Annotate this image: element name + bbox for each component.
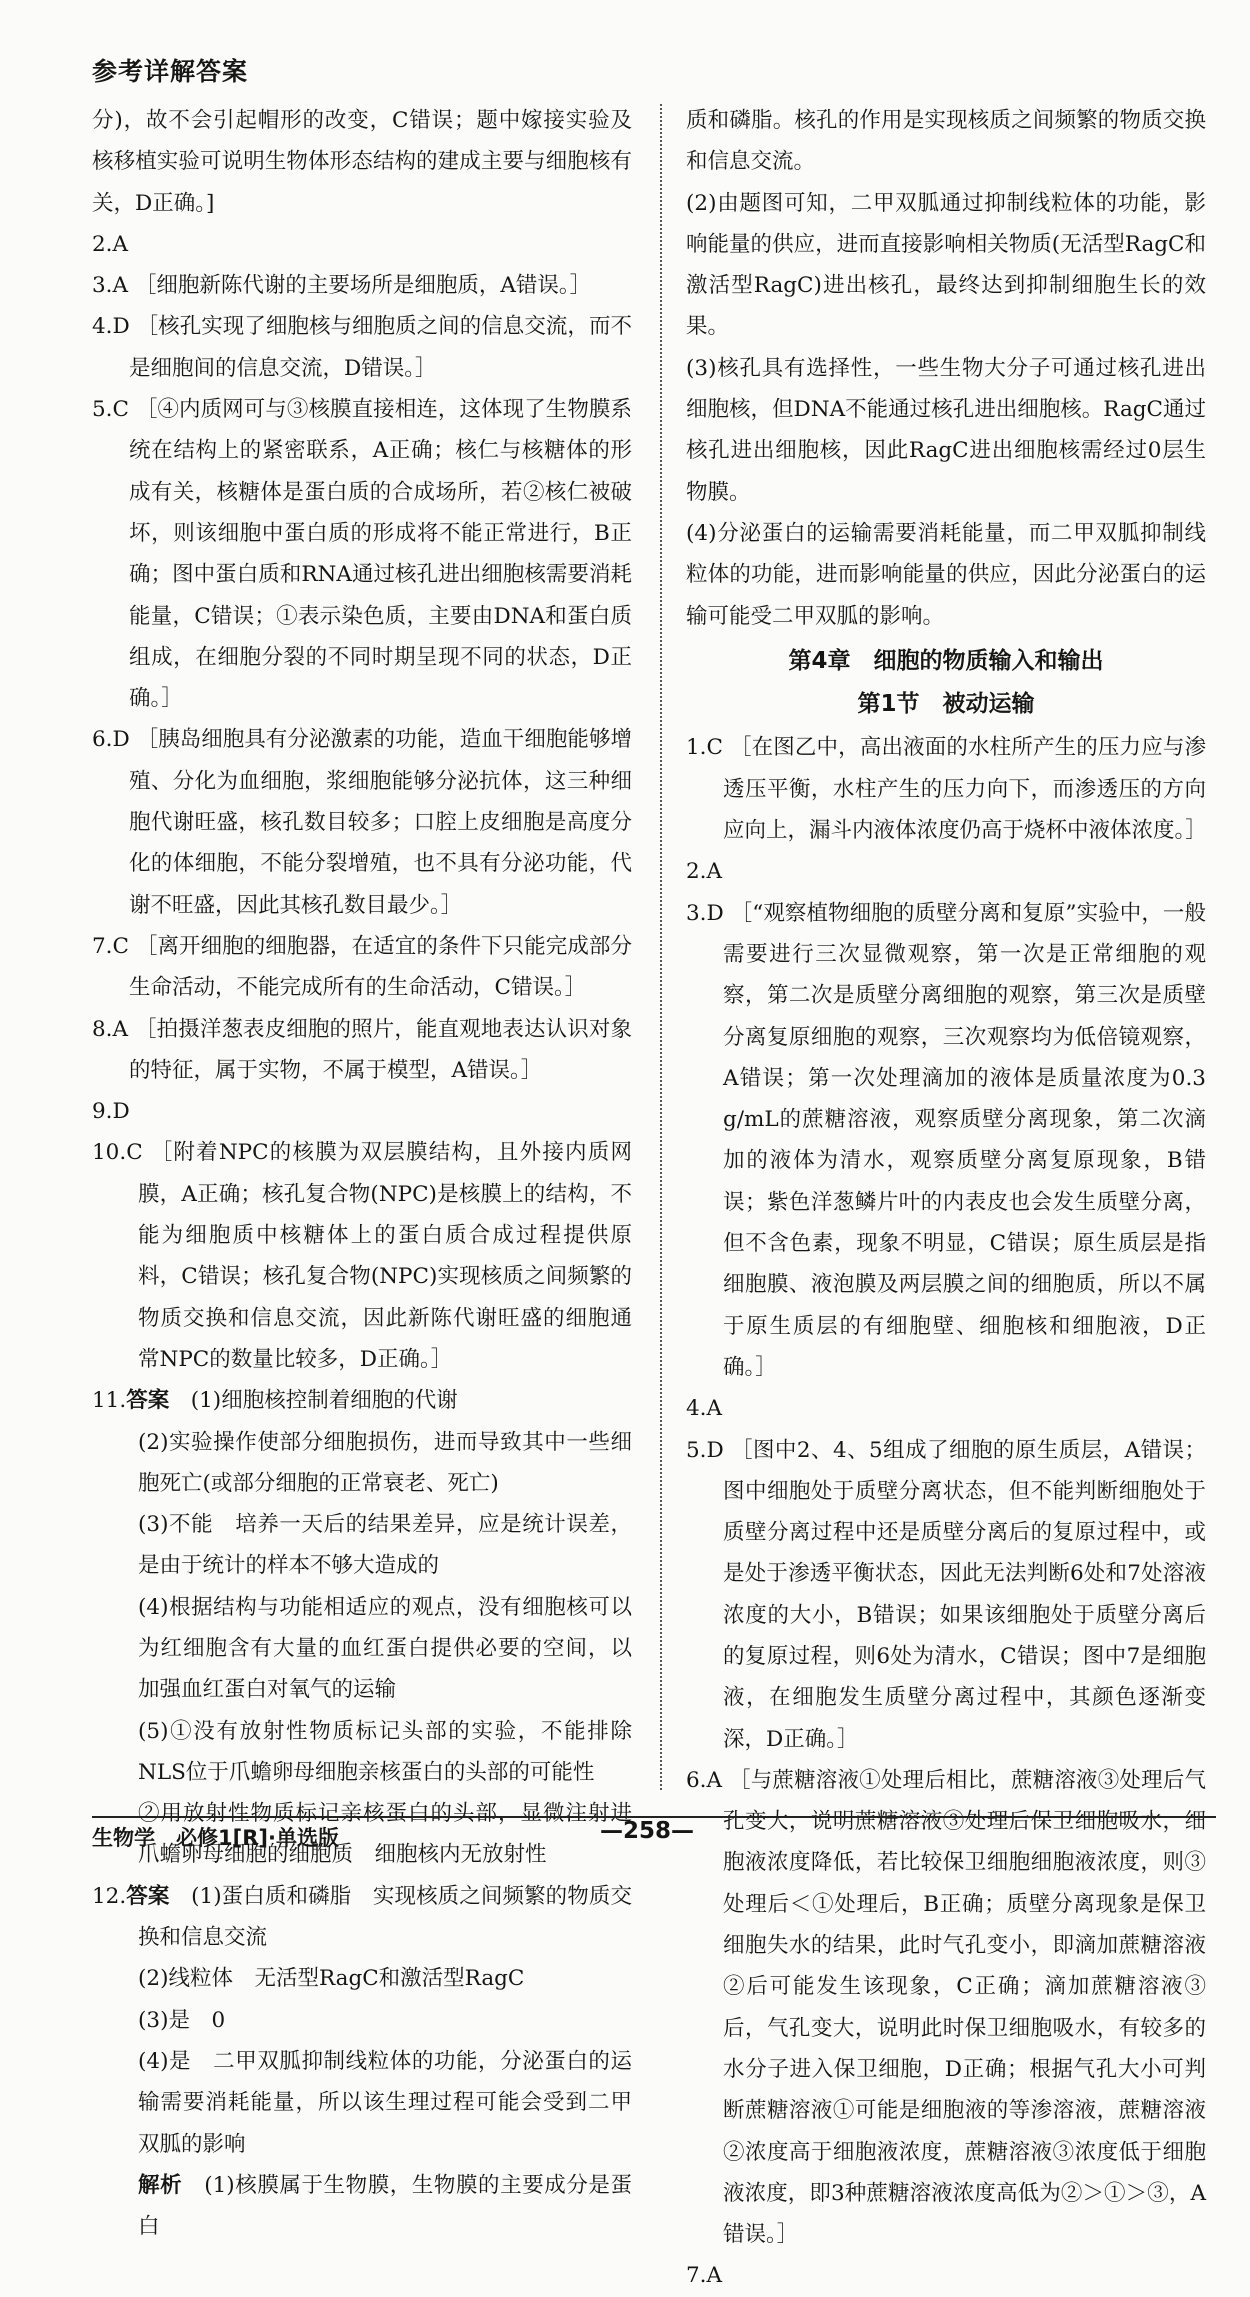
analysis-part-3: (3)核孔具有选择性，一些生物大分子可通过核孔进出细胞核，但DNA不能通过核孔进出细胞核。RagC通过核孔进出细胞核，因此RagC进出细胞核需经过0层生物膜。 <box>686 355 1206 505</box>
section-answer-4: 4.A <box>686 1396 723 1422</box>
answer-9: 9.D <box>92 1099 130 1125</box>
answer-12-part-4: (4)是 二甲双胍抑制线粒体的功能，分泌蛋白的运输需要消耗能量，所以该生理过程可能会受到二甲双胍的影响 <box>138 2048 632 2157</box>
answer-11-first-line <box>92 1380 632 1421</box>
answer-11-part-5: (5)①没有放射性物质标记头部的实验，不能排除NLS位于爪蟾卵母细胞亲核蛋白的头部的可能性 <box>138 1718 632 1785</box>
answer-8: 8.A ［拍摄洋葱表皮细胞的照片，能直观地表达认识对象的特征，属于实物，不属于模型，A错误。］ <box>92 1016 632 1083</box>
answer-11-part-5b: ②用放射性物质标记亲核蛋白的头部，显微注射进爪蟾卵母细胞的细胞质 细胞核内无放射性 <box>138 1801 632 1868</box>
answer-11-number: 11. <box>92 1388 127 1414</box>
section-answer-6: 6.A ［与蔗糖溶液①处理后相比，蔗糖溶液③处理后气孔变大，说明蔗糖溶液③处理后保卫细胞吸水，细胞液浓度降低，若比较保卫细胞细胞液浓度，则③处理后＜①处理后，B正确；质壁分离现象是保卫细胞失水的结果，此时气孔变小，即滴加蔗糖溶液②后可能发生该现象，C正确；滴加蔗糖溶液③后，气孔变大，说明此时保卫细胞吸水，有较多的水分子进入保卫细胞，D正确；根据气孔大小可判断蔗糖溶液①可能是细胞液的等渗溶液，蔗糖溶液②浓度高于细胞液浓度，蔗糖溶液③浓度低于细胞液浓度，即3种蔗糖溶液浓度高低为②＞①＞③，A错误。］ <box>686 1767 1206 2248</box>
answer-3: 3.A ［细胞新陈代谢的主要场所是细胞质，A错误。］ <box>92 273 592 299</box>
answer-12-part-1: (1)蛋白质和磷脂 实现核质之间频繁的物质交换和信息交流 <box>138 1883 632 1951</box>
answer-6: 6.D ［胰岛细胞具有分泌激素的功能，造血干细胞能够增殖、分化为血细胞，浆细胞能够分泌抗体，这三种细胞代谢旺盛，核孔数目较多；口腔上皮细胞是高度分化的体细胞，不能分裂增殖，也不具有分泌功能，代谢不旺盛，因此其核孔数目最少。］ <box>92 727 632 918</box>
analysis-continuation: 质和磷脂。核孔的作用是实现核质之间频繁的物质交换和信息交流。 <box>686 108 1206 175</box>
analysis-text: (1)核膜属于生物膜，生物膜的主要成分是蛋白 <box>138 2172 632 2240</box>
page-header-title: 参考详解答案 <box>92 57 249 86</box>
answer-12-analysis <box>92 2165 632 2248</box>
section-answer-5: 5.D ［图中2、4、5组成了细胞的原生质层，A错误；图中细胞处于质壁分离状态，但不能判断细胞处于质壁分离过程中还是质壁分离后的复原过程中，或是处于渗透平衡状态，因此无法判断6处和7处溶液浓度的大小，B错误；如果该细胞处于质壁分离后的复原过程，则6处为清水，C错误；图中7是细胞液，在细胞发生质壁分离过程中，其颜色逐渐变深，D正确。］ <box>686 1437 1206 1752</box>
answer-12 <box>92 1876 632 2248</box>
section-answer-7: 7.A <box>686 2263 723 2289</box>
column-divider <box>660 104 662 1790</box>
answer-11-part-1: (1)细胞核控制着细胞的代谢 <box>190 1388 458 1414</box>
answer-12-part-3: (3)是 0 <box>138 2007 226 2033</box>
answer-11 <box>92 1380 632 1876</box>
right-column <box>686 100 1206 2297</box>
analysis-part-4: (4)分泌蛋白的运输需要消耗能量，而二甲双胍抑制线粒体的功能，进而影响能量的供应，因此分泌蛋白的运输可能受二甲双胍的影响。 <box>686 520 1206 629</box>
answer-11-part-4: (4)根据结构与功能相适应的观点，没有细胞核可以为红细胞含有大量的血红蛋白提供必要的空间，以加强血红蛋白对氧气的运输 <box>138 1594 632 1703</box>
section-answer-3: 3.D ［“观察植物细胞的质壁分离和复原”实验中，一般需要进行三次显微观察，第一次是正常细胞的观察，第二次是质壁分离细胞的观察，第三次是质壁分离复原细胞的观察，三次观察均为低倍镜观察，A错误；第一次处理滴加的液体是质量浓度为0.3 g/mL的蔗糖溶液，观察质壁分离现象，第二次滴加的液体为清水，观察质壁分离复原现象，B错误；紫色洋葱鳞片叶的内表皮也会发生质壁分离，但不含色素，现象不明显，C错误；原生质层是指细胞膜、液泡膜及两层膜之间的细胞质，所以不属于原生质层的有细胞壁、细胞核和细胞液，D正确。］ <box>686 900 1206 1380</box>
chapter-heading: 第4章 细胞的物质输入和输出 <box>788 647 1104 674</box>
section-heading: 第1节 被动运输 <box>857 691 1035 718</box>
answer-11-part-2: (2)实验操作使部分细胞损伤，进而导致其中一些细胞死亡(或部分细胞的正常衰老、死亡) <box>138 1429 632 1496</box>
answer-12-first-line <box>92 1876 632 1959</box>
left-column <box>92 100 632 2247</box>
page-number: —258— <box>600 1818 695 1844</box>
answer-11-label: 答案 <box>126 1388 170 1414</box>
footer-subject: 生物学 必修1[R]·单选版 <box>92 1826 339 1850</box>
answer-12-number: 12. <box>92 1883 127 1909</box>
answer-continuation: 分)，故不会引起帽形的改变，C错误；题中嫁接实验及核移植实验可说明生物体形态结构的建成主要与细胞核有关，D正确。] <box>92 108 632 216</box>
answer-12-part-2: (2)线粒体 无活型RagC和激活型RagC <box>138 1966 525 1992</box>
answer-12-label: 答案 <box>126 1883 170 1909</box>
answer-7: 7.C ［离开细胞的细胞器，在适宜的条件下只能完成部分生命活动，不能完成所有的生命活动，C错误。］ <box>92 933 632 1001</box>
answer-10: 10.C ［附着NPC的核膜为双层膜结构，且外接内质网膜，A正确；核孔复合物(NPC)是核膜上的结构，不能为细胞质中核糖体上的蛋白质合成过程提供原料，C错误；核孔复合物(NPC)实现核质之间频繁的物质交换和信息交流，因此新陈代谢旺盛的细胞通常NPC的数量比较多，D正确。］ <box>92 1140 632 1372</box>
answer-4: 4.D ［核孔实现了细胞核与细胞质之间的信息交流，而不是细胞间的信息交流，D错误。］ <box>92 314 632 381</box>
answer-11-part-3: (3)不能 培养一天后的结果差异，应是统计误差，是由于统计的样本不够大造成的 <box>138 1512 632 1579</box>
answer-2: 2.A <box>92 231 129 257</box>
section-answer-1: 1.C ［在图乙中，高出液面的水柱所产生的压力应与渗透压平衡，水柱产生的压力向下，而渗透压的方向应向上，漏斗内液体浓度仍高于烧杯中液体浓度。］ <box>686 735 1207 844</box>
answer-5: 5.C ［④内质网可与③核膜直接相连，这体现了生物膜系统在结构上的紧密联系，A正确；核仁与核糖体的形成有关，核糖体是蛋白质的合成场所，若②核仁被破坏，则该细胞中蛋白质的形成将不能正常进行，B正确；图中蛋白质和RNA通过核孔进出细胞核需要消耗能量，C错误；①表示染色质，主要由DNA和蛋白质组成，在细胞分裂的不同时期呈现不同的状态，D正确。］ <box>92 397 632 712</box>
analysis-part-2: (2)由题图可知，二甲双胍通过抑制线粒体的功能，影响能量的供应，进而直接影响相关物质(无活型RagC和激活型RagC)进出核孔，最终达到抑制细胞生长的效果。 <box>686 190 1206 340</box>
section-answer-2: 2.A <box>686 859 723 885</box>
analysis-label: 解析 <box>138 2172 183 2198</box>
